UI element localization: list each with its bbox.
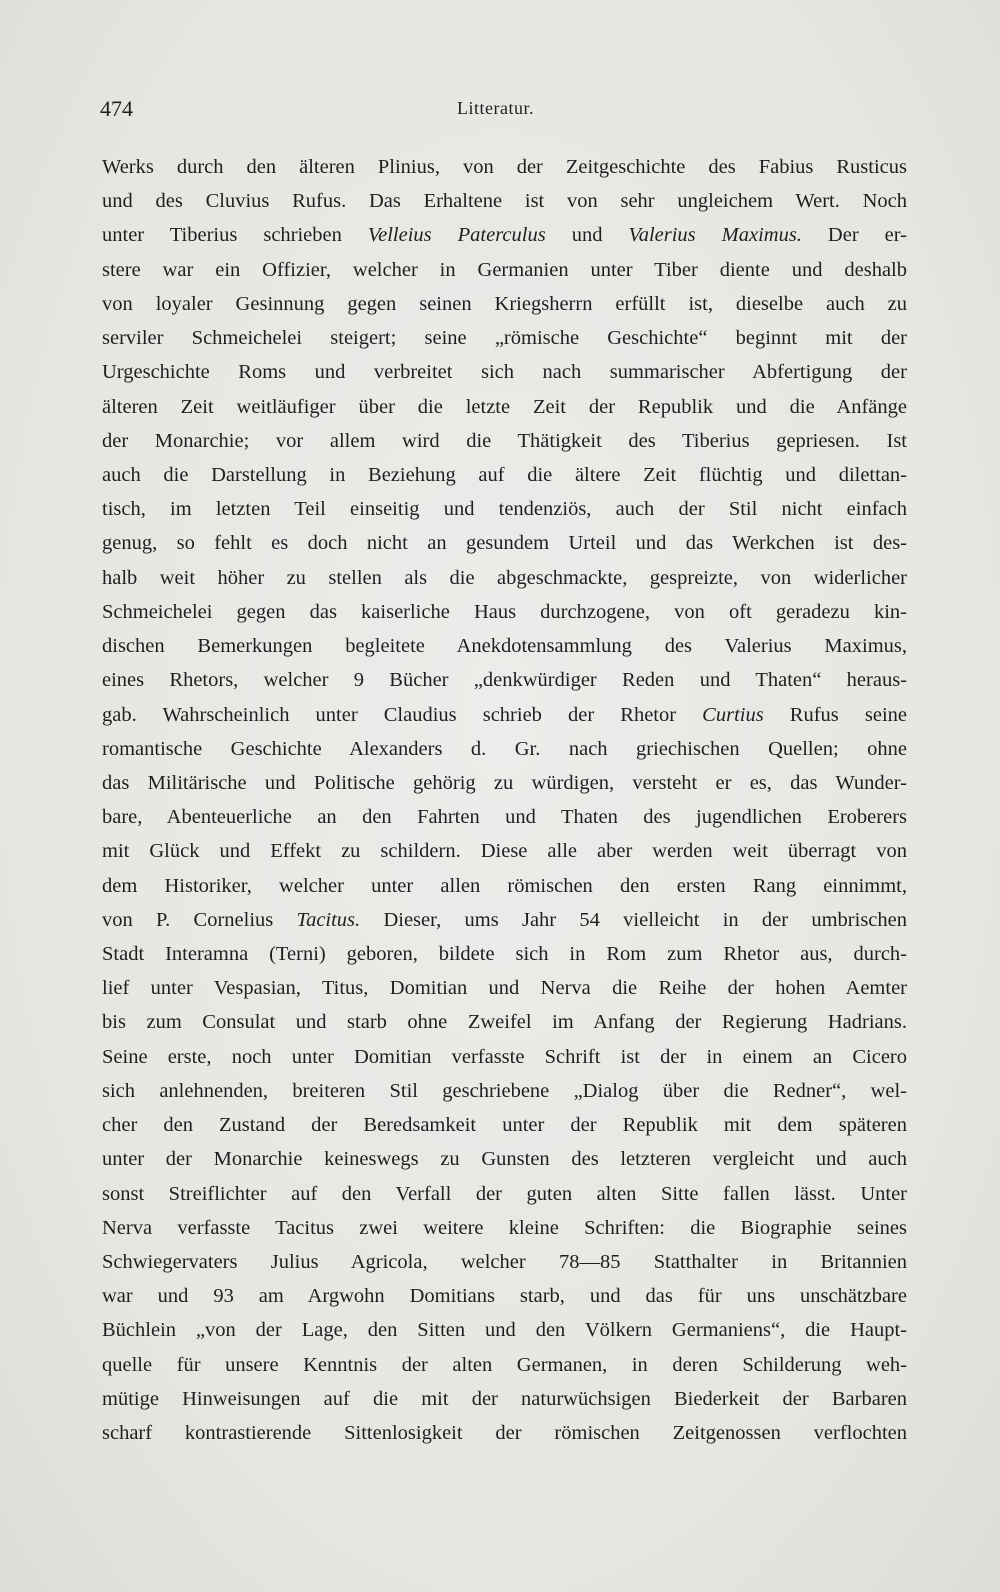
text-segment: Seine erste, noch unter Domitian verfasste Schrift ist der in einem an Cicero — [102, 1045, 907, 1068]
text-line — [102, 1108, 907, 1142]
text-segment: lief unter Vespasian, Titus, Domitian und Nerva die Reihe der hohen Aemter — [102, 977, 907, 1000]
text-segment: Der er- — [801, 224, 907, 247]
text-segment: von P. Cornelius — [102, 908, 297, 931]
text-line — [102, 834, 907, 868]
text-segment: scharf kontrastierende Sittenlosigkeit der römischen Zeitgenossen verflochten — [102, 1422, 907, 1445]
text-segment: Stadt Interamna (Terni) geboren, bildete sich in Rom zum Rhetor aus, durch- — [102, 943, 907, 966]
text-segment: bare, Abenteuerliche an den Fahrten und Thaten des jugendlichen Eroberers — [102, 806, 907, 829]
text-line — [102, 287, 907, 321]
text-segment: Rufus seine — [763, 703, 907, 726]
text-line — [102, 253, 907, 287]
text-segment: unter Tiberius schrieben — [102, 224, 368, 247]
text-segment: und des Cluvius Rufus. Das Erhaltene ist von sehr ungleichem Wert. Noch — [102, 190, 907, 213]
text-segment: tisch, im letzten Teil einseitig und tendenziös, auch der Stil nicht einfach — [102, 498, 907, 521]
text-line — [102, 458, 907, 492]
text-line — [102, 1416, 907, 1450]
italic-text-segment: Velleius Paterculus — [367, 224, 546, 247]
text-line — [102, 629, 907, 663]
text-line — [102, 698, 907, 732]
text-segment: das Militärische und Politische gehörig zu würdigen, versteht er es, das Wunder- — [102, 771, 907, 794]
text-line — [102, 1074, 907, 1108]
italic-text-segment: Valerius Maximus. — [628, 224, 802, 247]
body-text — [102, 150, 907, 1450]
text-line — [102, 355, 907, 389]
text-line — [102, 903, 907, 937]
text-line — [102, 1005, 907, 1039]
text-segment: eines Rhetors, welcher 9 Bücher „denkwürdiger Reden und Thaten“ heraus- — [102, 669, 907, 692]
text-segment: romantische Geschichte Alexanders d. Gr. nach griechischen Quellen; ohne — [102, 737, 907, 760]
text-line — [102, 1177, 907, 1211]
text-line — [102, 1040, 907, 1074]
text-line — [102, 766, 907, 800]
text-line — [102, 150, 907, 184]
text-line — [102, 971, 907, 1005]
text-line — [102, 1313, 907, 1347]
page-header — [100, 96, 908, 124]
text-segment: Werks durch den älteren Plinius, von der Zeitgeschichte des Fabius Rusticus — [102, 156, 907, 178]
text-segment: von loyaler Gesinnung gegen seinen Kriegsherrn erfüllt ist, dieselbe auch zu — [102, 292, 907, 315]
text-segment: dem Historiker, welcher unter allen römischen den ersten Rang einnimmt, — [102, 874, 907, 897]
text-segment: sonst Streiflichter auf den Verfall der guten alten Sitte fallen lässt. Unter — [102, 1182, 907, 1205]
text-line — [102, 1348, 907, 1382]
italic-text-segment: Tacitus. — [296, 908, 361, 931]
page-number: 474 — [100, 96, 133, 121]
text-line — [102, 1211, 907, 1245]
text-segment: Schwiegervaters Julius Agricola, welcher 78—85 Statthalter in Britannien — [102, 1251, 907, 1273]
text-segment: Dieser, ums Jahr 54 vielleicht in der umbrischen — [360, 908, 907, 931]
text-line — [102, 526, 907, 560]
text-segment: bis zum Consulat und starb ohne Zweifel im Anfang der Regierung Hadrians. — [102, 1011, 907, 1034]
text-segment: cher den Zustand der Beredsamkeit unter der Republik mit dem späteren — [102, 1114, 907, 1137]
text-line — [102, 561, 907, 595]
text-segment: und — [545, 224, 629, 247]
text-segment: auch die Darstellung in Beziehung auf die ältere Zeit flüchtig und dilettan- — [102, 463, 907, 486]
text-segment: Büchlein „von der Lage, den Sitten und den Völkern Germaniens“, die Haupt- — [102, 1319, 907, 1342]
text-line — [102, 1142, 907, 1176]
text-segment: sich anlehnenden, breiteren Stil geschriebene „Dialog über die Redner“, wel- — [102, 1079, 907, 1102]
text-line — [102, 595, 907, 629]
text-line — [102, 492, 907, 526]
text-segment: der Monarchie; vor allem wird die Thätigkeit des Tiberius gepriesen. Ist — [102, 429, 907, 452]
text-line — [102, 321, 907, 355]
text-line — [102, 1245, 907, 1279]
text-line — [102, 800, 907, 834]
text-segment: serviler Schmeichelei steigert; seine „römische Geschichte“ beginnt mit der — [102, 327, 907, 350]
text-line — [102, 663, 907, 697]
text-segment: halb weit höher zu stellen als die abgeschmackte, gespreizte, von widerlicher — [102, 566, 907, 589]
text-segment: gab. Wahrscheinlich unter Claudius schrieb der Rhetor — [102, 703, 703, 726]
text-segment: war und 93 am Argwohn Domitians starb, und das für uns unschätzbare — [102, 1285, 907, 1308]
text-line — [102, 1382, 907, 1416]
text-segment: dischen Bemerkungen begleitete Anekdotensammlung des Valerius Maximus, — [102, 635, 907, 658]
text-segment: unter der Monarchie keineswegs zu Gunsten des letzteren vergleicht und auch — [102, 1148, 907, 1171]
text-line — [102, 218, 907, 252]
text-line — [102, 184, 907, 218]
text-segment: mütige Hinweisungen auf die mit der naturwüchsigen Biederkeit der Barbaren — [102, 1387, 907, 1410]
text-line — [102, 937, 907, 971]
text-line — [102, 1279, 907, 1313]
text-segment: genug, so fehlt es doch nicht an gesundem Urteil und das Werkchen ist des- — [102, 532, 907, 555]
text-segment: Urgeschichte Roms und verbreitet sich nach summarischer Abfertigung der — [102, 361, 907, 384]
text-line — [102, 424, 907, 458]
text-line — [102, 390, 907, 424]
text-segment: Nerva verfasste Tacitus zwei weitere kleine Schriften: die Biographie seines — [102, 1216, 907, 1239]
text-segment: mit Glück und Effekt zu schildern. Diese alle aber werden weit überragt von — [102, 840, 907, 863]
text-segment: Schmeichelei gegen das kaiserliche Haus durchzogene, von oft geradezu kin- — [102, 600, 907, 623]
text-line — [102, 869, 907, 903]
text-segment: stere war ein Offizier, welcher in Germanien unter Tiber diente und deshalb — [102, 258, 907, 281]
italic-text-segment: Curtius — [702, 703, 764, 726]
running-head: Litteratur. — [457, 98, 534, 118]
text-line — [102, 732, 907, 766]
text-segment: quelle für unsere Kenntnis der alten Germanen, in deren Schilderung weh- — [102, 1353, 907, 1376]
text-segment: älteren Zeit weitläufiger über die letzte Zeit der Republik und die Anfänge — [102, 395, 907, 418]
